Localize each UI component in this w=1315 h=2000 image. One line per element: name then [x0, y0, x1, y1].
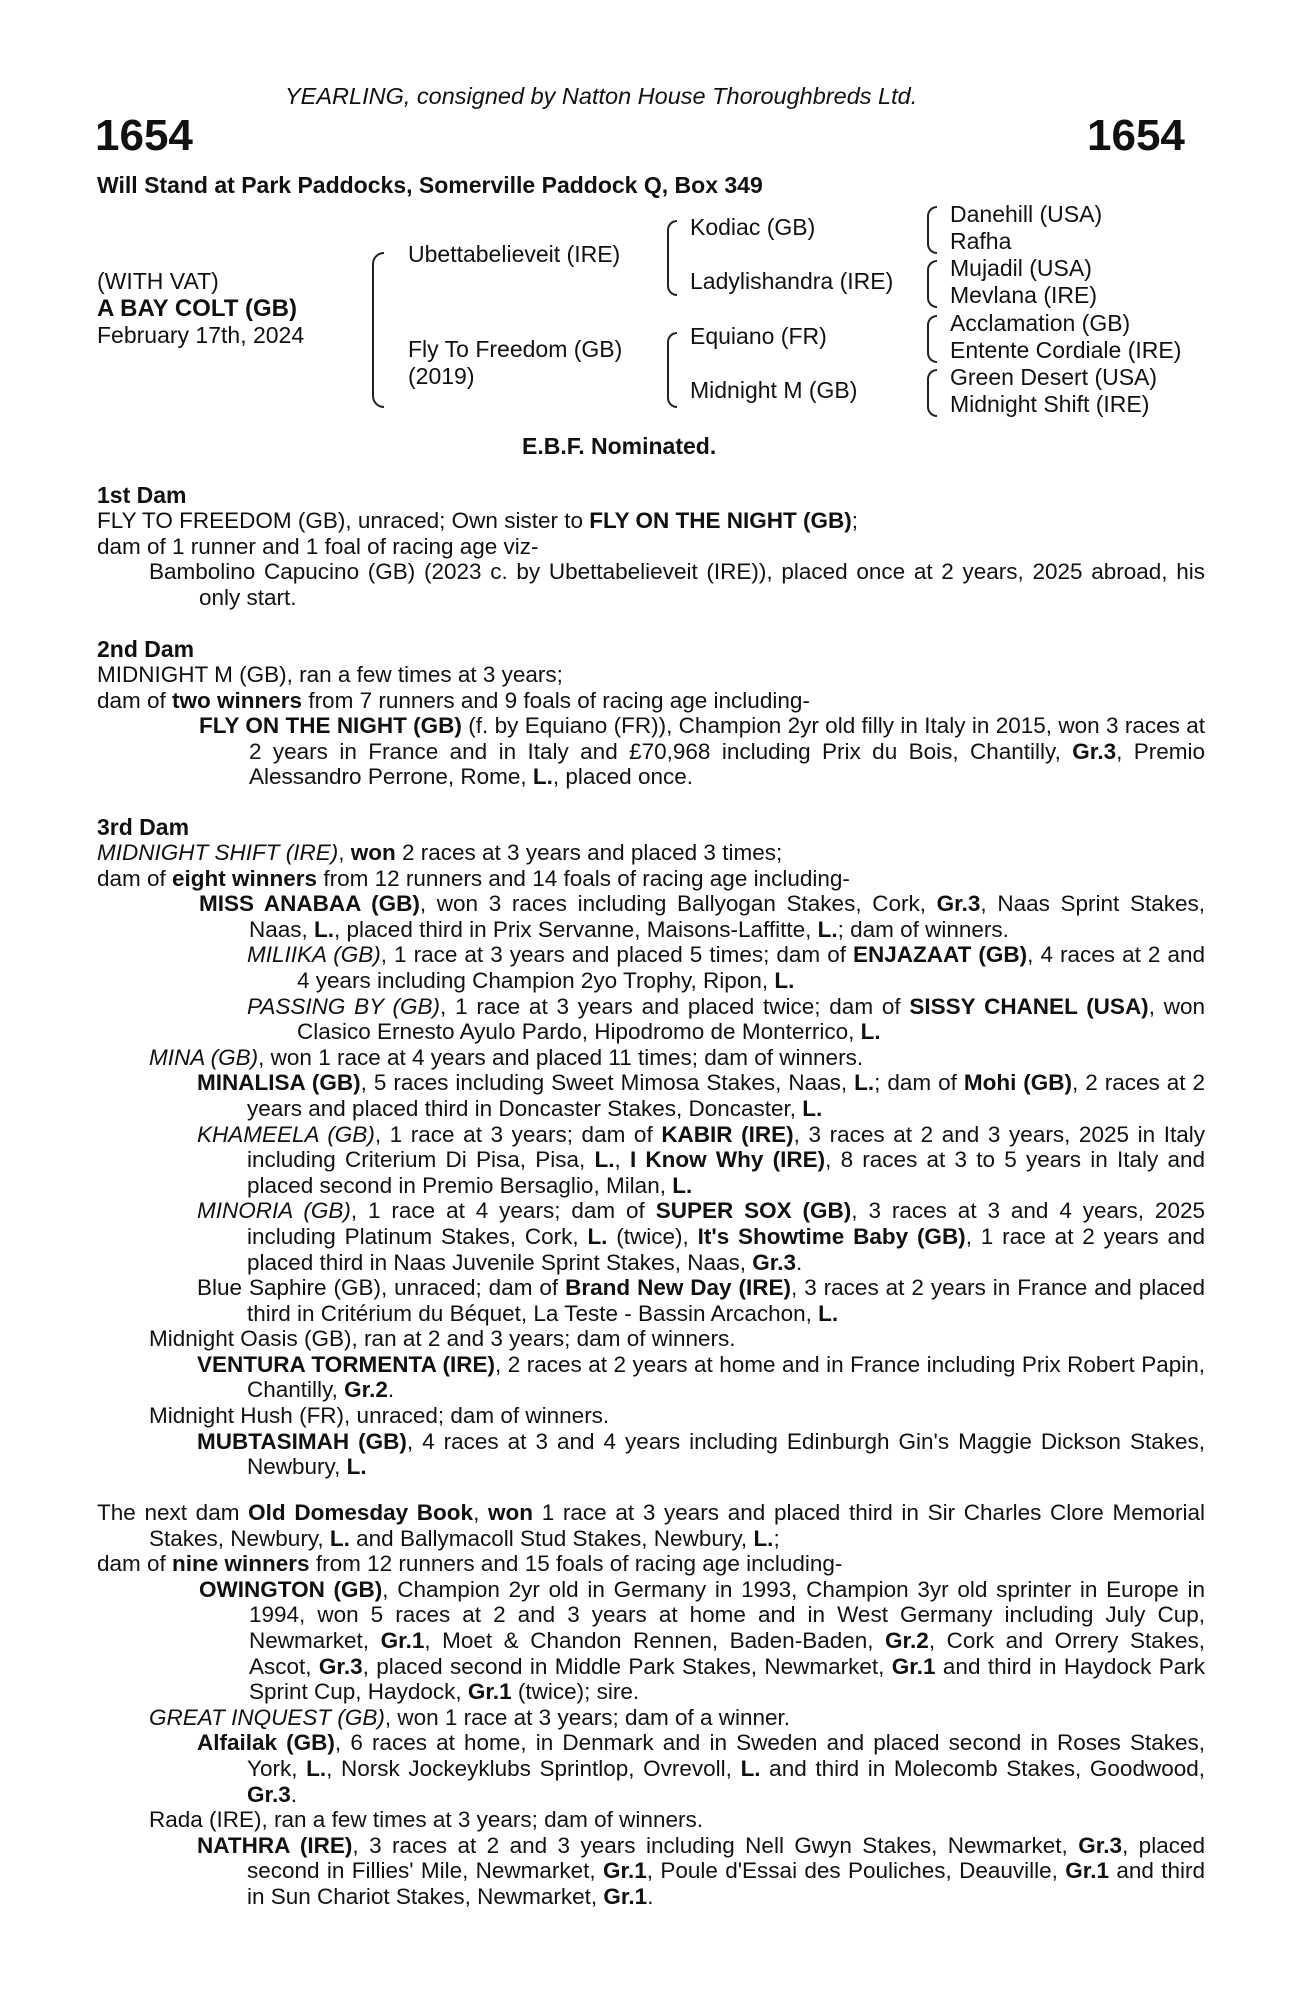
pedigree-dam: Fly To Freedom (GB) [408, 336, 623, 362]
pedigree-dss: Acclamation (GB) [950, 310, 1131, 336]
produce-midnight-hush: Midnight Hush (FR), unraced; dam of winners. [149, 1403, 610, 1429]
pedigree-brace-dd [927, 369, 937, 417]
second-dam-line-2: dam of two winners from 7 runners and 9 foals of racing age including- [97, 687, 810, 713]
produce-rada: Rada (IRE), ran a few times at 3 years; dam of winners. [149, 1807, 703, 1833]
produce-great-inquest: GREAT INQUEST (GB), won 1 race at 3 years; dam of a winner. [149, 1704, 791, 1730]
produce-ventura-tormenta: VENTURA TORMENTA (IRE), 2 races at 2 years at home and in France including Prix Robert Papin, Chantilly, Gr.2. [197, 1351, 1205, 1403]
pedigree-sdd: Mevlana (IRE) [950, 282, 1097, 308]
third-dam-section [97, 814, 1205, 1480]
produce-mubtasimah: MUBTASIMAH (GB), 4 races at 3 and 4 years including Edinburgh Gin's Maggie Dickson Stakes, Newbury, L. [197, 1428, 1205, 1480]
vat-note: (WITH VAT) [97, 268, 219, 294]
lot-number-left: 1654 [95, 111, 193, 160]
pedigree-brace-ds [927, 315, 937, 363]
produce-minalisa: MINALISA (GB), 5 races including Sweet Mimosa Stakes, Naas, L.; dam of Mohi (GB), 2 races at 2 years and placed third in Doncaster Stakes, Doncaster, L. [197, 1070, 1206, 1121]
second-dam-line-1: MIDNIGHT M (GB), ran a few times at 3 years; [97, 662, 563, 687]
first-dam-line-2: dam of 1 runner and 1 foal of racing age viz- [97, 533, 539, 559]
pedigree-sire-sire: Kodiac (GB) [690, 214, 816, 240]
second-dam-winner: FLY ON THE NIGHT (GB) (f. by Equiano (FR)), Champion 2yr old filly in Italy in 2015, won 3 races at 2 years in France and in Italy and £70,968 including Prix du Bois, Chantilly, Gr.3, Premio Alessandro Perrone, Rome, L., placed once. [199, 713, 1205, 790]
third-dam-line-2: dam of eight winners from 12 runners and 14 foals of racing age including- [97, 865, 850, 891]
lot-number-right: 1654 [1087, 111, 1185, 160]
produce-khameela: KHAMEELA (GB), 1 race at 3 years; dam of KABIR (IRE), 3 races at 2 and 3 years, 2025 in Italy including Criterium Di Pisa, Pisa, L., I Know Why (IRE), 8 races at 3 to 5 years in Italy and placed second in Premio Bersaglio, Milan, L. [197, 1121, 1205, 1198]
pedigree-dam-year: (2019) [408, 363, 475, 389]
pedigree-dds: Green Desert (USA) [950, 364, 1158, 390]
pedigree-brace-main [372, 252, 384, 408]
third-dam-heading: 3rd Dam [97, 814, 190, 840]
pedigree-sire-dam: Ladylishandra (IRE) [690, 268, 894, 294]
pedigree-brace-sire [667, 220, 677, 296]
produce-miliika: MILIIKA (GB), 1 race at 3 years and placed 5 times; dam of ENJAZAAT (GB), 4 races at 2 and 4 years including Champion 2yo Trophy, Ripon, L. [247, 942, 1205, 993]
pedigree-brace-ss [927, 206, 937, 254]
first-dam-section [97, 482, 1205, 610]
consignor-line: YEARLING, consigned by Natton House Thoroughbreds Ltd. [285, 83, 918, 109]
produce-nathra: NATHRA (IRE), 3 races at 2 and 3 years including Nell Gwyn Stakes, Newmarket, Gr.3, placed second in Fillies' Mile, Newmarket, Gr.1, Poule d'Essai des Pouliches, Deauville, Gr.1 and third in Sun Chariot Stakes, Newmarket, Gr.1. [197, 1832, 1205, 1909]
third-dam-line-1: MIDNIGHT SHIFT (IRE), won 2 races at 3 years and placed 3 times; [97, 840, 783, 865]
next-dam-section [97, 1500, 1205, 1910]
second-dam-heading: 2nd Dam [97, 636, 195, 662]
produce-minoria: MINORIA (GB), 1 race at 4 years; dam of SUPER SOX (GB), 3 races at 3 and 4 years, 2025 including Platinum Stakes, Cork, L. (twice), It's Showtime Baby (GB), 1 race at 2 years and placed third in Naas Juvenile Sprint Stakes, Naas, Gr.3. [197, 1198, 1205, 1275]
foaling-date: February 17th, 2024 [97, 322, 305, 348]
produce-midnight-oasis: Midnight Oasis (GB), ran at 2 and 3 years; dam of winners. [149, 1326, 736, 1352]
next-dam-line-2: dam of nine winners from 12 runners and 15 foals of racing age including- [97, 1551, 843, 1577]
pedigree-brace-dam [667, 332, 677, 408]
pedigree-sss: Danehill (USA) [950, 201, 1103, 227]
first-dam-line-1: FLY TO FREEDOM (GB), unraced; Own sister to FLY ON THE NIGHT (GB); [97, 508, 859, 533]
pedigree-brace-sd [927, 260, 937, 308]
pedigree-ddd: Midnight Shift (IRE) [950, 391, 1150, 417]
produce-passing-by: PASSING BY (GB), 1 race at 3 years and placed twice; dam of SISSY CHANEL (USA), won Clasico Ernesto Ayulo Pardo, Hipodromo de Monterrico, L. [247, 993, 1205, 1045]
pedigree-dam-sire: Equiano (FR) [690, 323, 827, 349]
pedigree-dam-dam: Midnight M (GB) [690, 377, 858, 403]
produce-blue-saphire: Blue Saphire (GB), unraced; dam of Brand New Day (IRE), 3 races at 2 years in France and placed third in Critérium du Béquet, La Teste - Bassin Arcachon, L. [197, 1275, 1206, 1326]
second-dam-section [97, 636, 1205, 790]
produce-mina: MINA (GB), won 1 race at 4 years and placed 11 times; dam of winners. [149, 1044, 864, 1070]
pedigree-dsd: Entente Cordiale (IRE) [950, 337, 1182, 363]
produce-alfailak: Alfailak (GB), 6 races at home, in Denmark and in Sweden and placed second in Roses Stakes, York, L., Norsk Jockeyklubs Sprintlop, Ovrevoll, L. and third in Molecomb Stakes, Goodwood, Gr.3. [197, 1730, 1206, 1807]
stabling-line: Will Stand at Park Paddocks, Somerville Paddock Q, Box 349 [97, 172, 763, 198]
next-dam-line-1: The next dam Old Domesday Book, won 1 race at 3 years and placed third in Sir Charles Clore Memorial Stakes, Newbury, L. and Ballymacoll Stud Stakes, Newbury, L.; [97, 1500, 1205, 1551]
horse-name: A BAY COLT (GB) [97, 295, 298, 322]
produce-miss-anabaa: MISS ANABAA (GB), won 3 races including Ballyogan Stakes, Cork, Gr.3, Naas Sprint Stakes, Naas, L., placed third in Prix Servanne, Maisons-Laffitte, L.; dam of winners. [199, 891, 1205, 942]
pedigree-ssd: Rafha [950, 228, 1012, 254]
first-dam-heading: 1st Dam [97, 482, 187, 508]
pedigree-sire: Ubettabelieveit (IRE) [408, 241, 621, 267]
ebf-nomination: E.B.F. Nominated. [522, 433, 717, 459]
pedigree-sds: Mujadil (USA) [950, 255, 1092, 281]
produce-owington: OWINGTON (GB), Champion 2yr old in Germany in 1993, Champion 3yr old sprinter in Europe in 1994, won 5 races at 2 and 3 years at home and in West Germany including July Cup, Newmarket, Gr.1, Moet & Chandon Rennen, Baden-Baden, Gr.2, Cork and Orrery Stakes, Ascot, Gr.3, placed second in Middle Park Stakes, Newmarket, Gr.1 and third in Haydock Park Sprint Cup, Haydock, Gr.1 (twice); sire. [199, 1576, 1205, 1705]
first-dam-produce: Bambolino Capucino (GB) (2023 c. by Ubettabelieveit (IRE)), placed once at 2 years, 2025 abroad, his only start. [149, 559, 1205, 610]
